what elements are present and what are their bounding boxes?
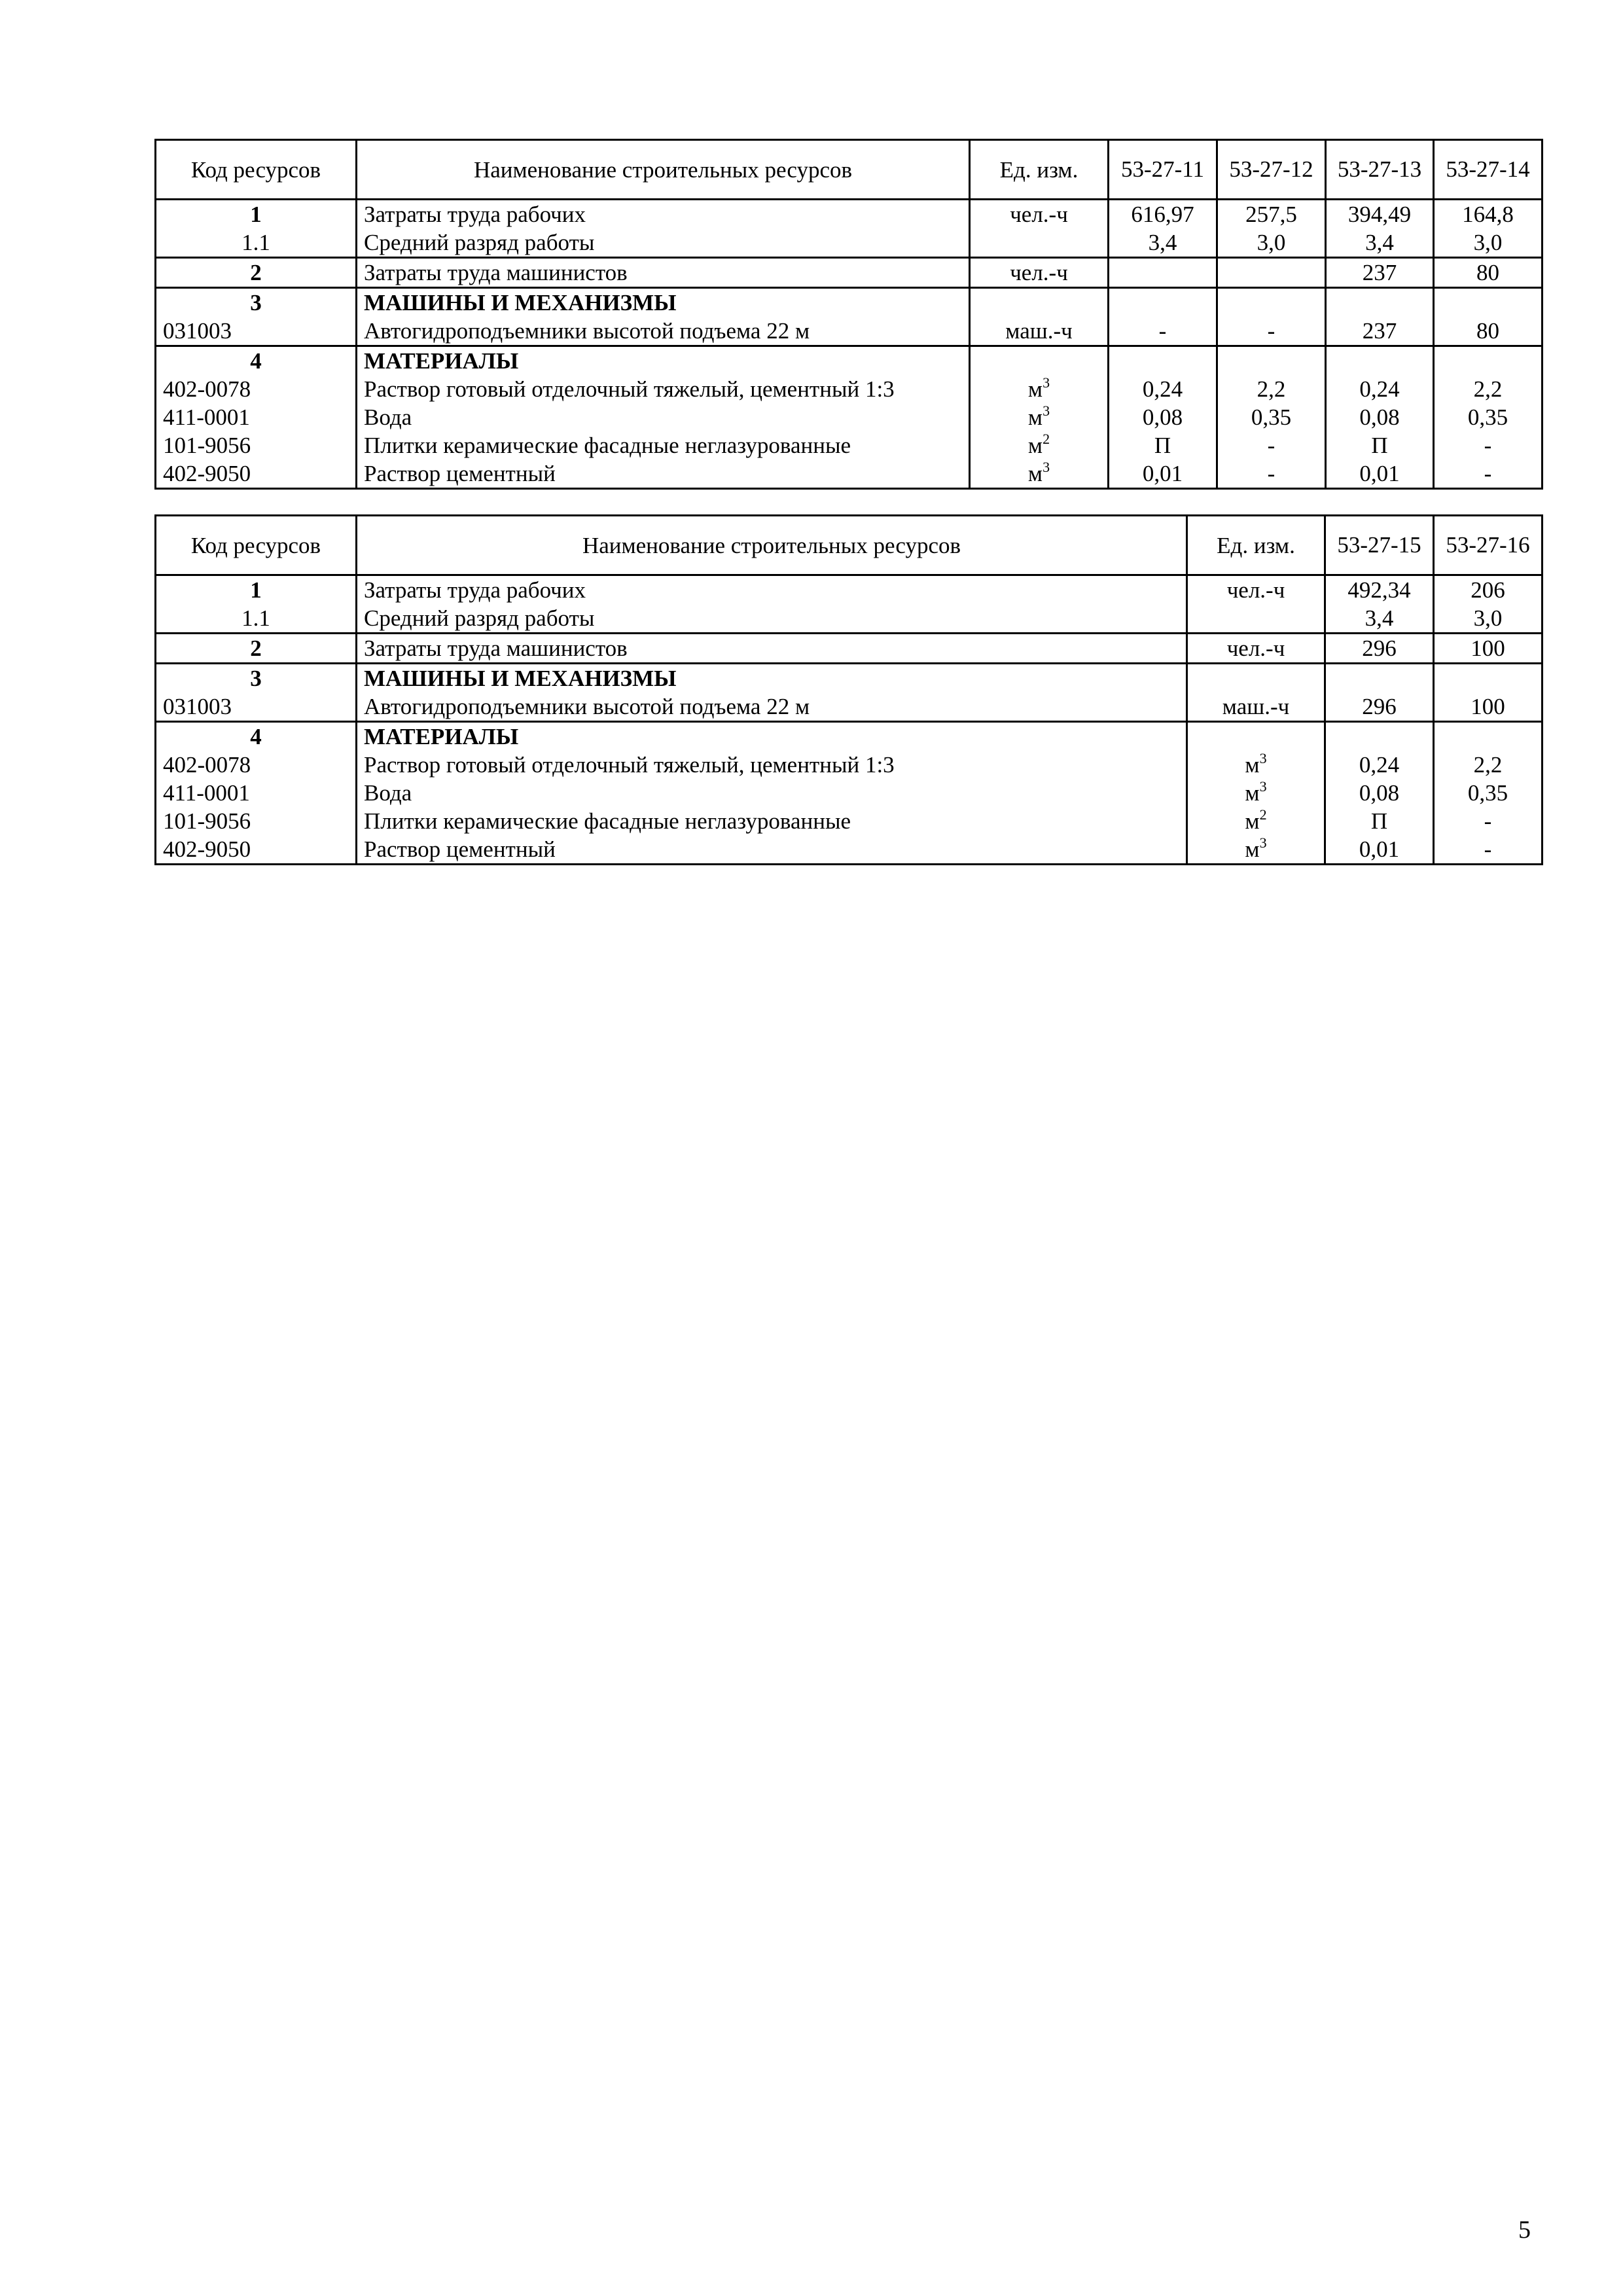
table-row bbox=[156, 403, 1543, 431]
resource-value: 296 bbox=[1325, 692, 1434, 722]
resource-name: Затраты труда машинистов bbox=[357, 634, 1187, 664]
resource-value: 0,08 bbox=[1325, 779, 1434, 807]
resource-name: Раствор цементный bbox=[357, 835, 1187, 865]
resource-value: 237 bbox=[1326, 258, 1434, 288]
resource-value: 3,0 bbox=[1434, 604, 1543, 634]
resource-name: Затраты труда рабочих bbox=[357, 200, 970, 229]
table-row bbox=[156, 288, 1543, 317]
resource-value: 2,2 bbox=[1217, 375, 1326, 403]
resource-unit: $м^3$ bbox=[1187, 779, 1325, 807]
header-unit: Ед. изм. bbox=[1187, 516, 1325, 575]
resource-unit bbox=[1187, 604, 1325, 634]
header-col: 53-27-13 bbox=[1326, 140, 1434, 200]
resource-code: 3 bbox=[156, 664, 357, 693]
resource-value: - bbox=[1217, 431, 1326, 459]
table-row bbox=[156, 722, 1543, 751]
resource-value: 616,97 bbox=[1109, 200, 1217, 229]
resource-value: - bbox=[1434, 431, 1543, 459]
table-header-row bbox=[156, 140, 1543, 200]
resource-value: 80 bbox=[1434, 317, 1543, 346]
header-col: 53-27-11 bbox=[1109, 140, 1217, 200]
section-title: МАШИНЫ И МЕХАНИЗМЫ bbox=[357, 664, 1187, 693]
table-row bbox=[156, 575, 1543, 605]
resource-value: 394,49 bbox=[1326, 200, 1434, 229]
resource-value: П bbox=[1325, 807, 1434, 835]
resource-name: Автогидроподъемники высотой подъема 22 м bbox=[357, 692, 1187, 722]
resource-value: 0,01 bbox=[1109, 459, 1217, 489]
page-number: 5 bbox=[1518, 2216, 1531, 2244]
resource-value: - bbox=[1217, 459, 1326, 489]
resource-table-2 bbox=[154, 514, 1543, 865]
resource-value: 492,34 bbox=[1325, 575, 1434, 605]
resource-value bbox=[1217, 346, 1326, 376]
table-row bbox=[156, 346, 1543, 376]
header-col: 53-27-16 bbox=[1434, 516, 1543, 575]
table-row bbox=[156, 807, 1543, 835]
resource-table-1 bbox=[154, 139, 1543, 490]
resource-value: 0,24 bbox=[1326, 375, 1434, 403]
resource-value: 3,0 bbox=[1217, 228, 1326, 258]
section-title: МАТЕРИАЛЫ bbox=[357, 346, 970, 376]
table-row bbox=[156, 200, 1543, 229]
resource-value: - bbox=[1109, 317, 1217, 346]
resource-name: Вода bbox=[357, 779, 1187, 807]
header-name: Наименование строительных ресурсов bbox=[357, 516, 1187, 575]
resource-code: 101-9056 bbox=[156, 431, 357, 459]
resource-unit: $м^3$ bbox=[970, 403, 1109, 431]
resource-code: 1.1 bbox=[156, 228, 357, 258]
section-title: МАТЕРИАЛЫ bbox=[357, 722, 1187, 751]
resource-name: Средний разряд работы bbox=[357, 228, 970, 258]
resource-value: 3,4 bbox=[1109, 228, 1217, 258]
resource-code: 1 bbox=[156, 200, 357, 229]
resource-unit: чел.-ч bbox=[1187, 575, 1325, 605]
resource-name: Плитки керамические фасадные неглазурованные bbox=[357, 807, 1187, 835]
table-row bbox=[156, 779, 1543, 807]
header-name: Наименование строительных ресурсов bbox=[357, 140, 970, 200]
resource-value: 0,01 bbox=[1325, 835, 1434, 865]
resource-unit bbox=[1187, 664, 1325, 693]
resource-value: 237 bbox=[1326, 317, 1434, 346]
resource-unit bbox=[970, 346, 1109, 376]
table-row bbox=[156, 604, 1543, 634]
resource-value: 80 bbox=[1434, 258, 1543, 288]
resource-code: 031003 bbox=[156, 317, 357, 346]
resource-value bbox=[1325, 722, 1434, 751]
resource-code: 2 bbox=[156, 634, 357, 664]
resource-code: 031003 bbox=[156, 692, 357, 722]
resource-code: 1.1 bbox=[156, 604, 357, 634]
header-col: 53-27-14 bbox=[1434, 140, 1543, 200]
table-row bbox=[156, 228, 1543, 258]
resource-code: 3 bbox=[156, 288, 357, 317]
table-row bbox=[156, 258, 1543, 288]
resource-name: Вода bbox=[357, 403, 970, 431]
resource-code: 411-0001 bbox=[156, 403, 357, 431]
resource-value: 0,24 bbox=[1109, 375, 1217, 403]
table-header-row bbox=[156, 516, 1543, 575]
resource-value bbox=[1434, 722, 1543, 751]
resource-value: 0,35 bbox=[1434, 403, 1543, 431]
resource-value bbox=[1109, 288, 1217, 317]
resource-unit bbox=[1187, 722, 1325, 751]
resource-unit: $м^2$ bbox=[970, 431, 1109, 459]
table-row bbox=[156, 751, 1543, 779]
resource-value: П bbox=[1109, 431, 1217, 459]
resource-value: - bbox=[1434, 835, 1543, 865]
resource-name: Средний разряд работы bbox=[357, 604, 1187, 634]
resource-code: 402-0078 bbox=[156, 375, 357, 403]
resource-name: Автогидроподъемники высотой подъема 22 м bbox=[357, 317, 970, 346]
header-code: Код ресурсов bbox=[156, 140, 357, 200]
resource-name: Затраты труда рабочих bbox=[357, 575, 1187, 605]
resource-code: 402-9050 bbox=[156, 459, 357, 489]
resource-value: - bbox=[1434, 459, 1543, 489]
resource-unit bbox=[970, 288, 1109, 317]
resource-value: 2,2 bbox=[1434, 751, 1543, 779]
table-row bbox=[156, 692, 1543, 722]
resource-value bbox=[1109, 346, 1217, 376]
resource-name: Плитки керамические фасадные неглазурованные bbox=[357, 431, 970, 459]
table-row bbox=[156, 375, 1543, 403]
table-row bbox=[156, 317, 1543, 346]
table-row bbox=[156, 835, 1543, 865]
resource-name: Раствор цементный bbox=[357, 459, 970, 489]
resource-value bbox=[1325, 664, 1434, 693]
resource-value: - bbox=[1434, 807, 1543, 835]
resource-value bbox=[1217, 288, 1326, 317]
resource-value: - bbox=[1217, 317, 1326, 346]
resource-value: 206 bbox=[1434, 575, 1543, 605]
resource-unit: $м^2$ bbox=[1187, 807, 1325, 835]
resource-unit: чел.-ч bbox=[970, 200, 1109, 229]
resource-name: Раствор готовый отделочный тяжелый, цементный 1:3 bbox=[357, 751, 1187, 779]
resource-value bbox=[1434, 664, 1543, 693]
header-col: 53-27-15 bbox=[1325, 516, 1434, 575]
resource-value: 100 bbox=[1434, 634, 1543, 664]
resource-code: 101-9056 bbox=[156, 807, 357, 835]
resource-name: Раствор готовый отделочный тяжелый, цементный 1:3 bbox=[357, 375, 970, 403]
resource-unit: $м^3$ bbox=[1187, 751, 1325, 779]
resource-code: 402-9050 bbox=[156, 835, 357, 865]
resource-unit: чел.-ч bbox=[1187, 634, 1325, 664]
resource-code: 4 bbox=[156, 346, 357, 376]
resource-unit: $м^3$ bbox=[1187, 835, 1325, 865]
resource-value: 0,35 bbox=[1434, 779, 1543, 807]
section-title: МАШИНЫ И МЕХАНИЗМЫ bbox=[357, 288, 970, 317]
resource-unit: маш.-ч bbox=[970, 317, 1109, 346]
resource-value: 100 bbox=[1434, 692, 1543, 722]
table-row bbox=[156, 459, 1543, 489]
resource-value bbox=[1109, 258, 1217, 288]
header-unit: Ед. изм. bbox=[970, 140, 1109, 200]
resource-value: 3,4 bbox=[1325, 604, 1434, 634]
resource-name: Затраты труда машинистов bbox=[357, 258, 970, 288]
resource-value: 0,35 bbox=[1217, 403, 1326, 431]
resource-unit bbox=[970, 228, 1109, 258]
resource-code: 411-0001 bbox=[156, 779, 357, 807]
resource-code: 402-0078 bbox=[156, 751, 357, 779]
resource-value: 0,08 bbox=[1326, 403, 1434, 431]
resource-value: 296 bbox=[1325, 634, 1434, 664]
resource-value: 2,2 bbox=[1434, 375, 1543, 403]
resource-value: 0,24 bbox=[1325, 751, 1434, 779]
resource-value bbox=[1434, 346, 1543, 376]
resource-value bbox=[1434, 288, 1543, 317]
resource-value bbox=[1326, 288, 1434, 317]
resource-unit: чел.-ч bbox=[970, 258, 1109, 288]
resource-unit: маш.-ч bbox=[1187, 692, 1325, 722]
resource-value: 0,01 bbox=[1326, 459, 1434, 489]
resource-value: 0,08 bbox=[1109, 403, 1217, 431]
resource-code: 4 bbox=[156, 722, 357, 751]
resource-unit: $м^3$ bbox=[970, 375, 1109, 403]
table-row bbox=[156, 664, 1543, 693]
resource-unit: $м^3$ bbox=[970, 459, 1109, 489]
resource-value: 3,4 bbox=[1326, 228, 1434, 258]
resource-value: 257,5 bbox=[1217, 200, 1326, 229]
resource-value: 3,0 bbox=[1434, 228, 1543, 258]
resource-code: 2 bbox=[156, 258, 357, 288]
table-row bbox=[156, 634, 1543, 664]
table-row bbox=[156, 431, 1543, 459]
resource-value bbox=[1326, 346, 1434, 376]
header-col: 53-27-12 bbox=[1217, 140, 1326, 200]
resource-code: 1 bbox=[156, 575, 357, 605]
resource-value: П bbox=[1326, 431, 1434, 459]
header-code: Код ресурсов bbox=[156, 516, 357, 575]
resource-value: 164,8 bbox=[1434, 200, 1543, 229]
resource-value bbox=[1217, 258, 1326, 288]
